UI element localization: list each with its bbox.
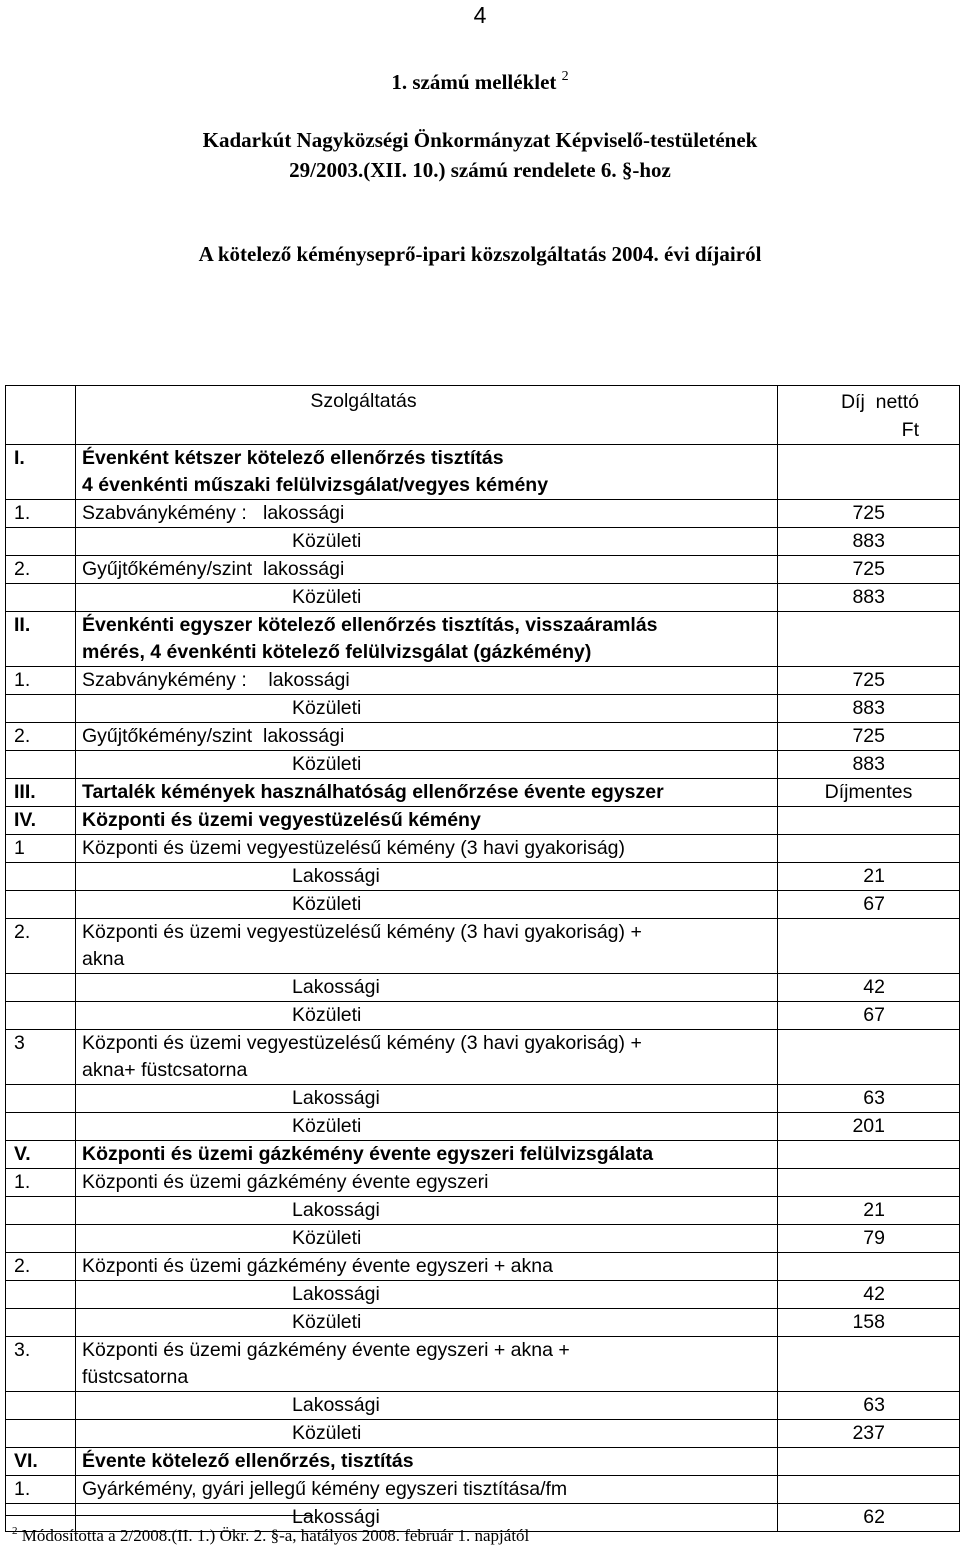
header-service: Szolgáltatás — [76, 386, 778, 445]
row-number — [6, 1002, 76, 1030]
table-row — [6, 1085, 960, 1113]
table-row — [6, 695, 960, 723]
row-category: Közületi — [76, 695, 778, 723]
table-row — [6, 723, 960, 751]
row-fee: 158 — [778, 1309, 960, 1337]
row-number: 2. — [6, 723, 76, 751]
document-heading-line-1: Kadarkút Nagyközségi Önkormányzat Képviselő-testületének — [202, 128, 758, 152]
row-number: V. — [6, 1141, 76, 1169]
row-fee: 63 — [778, 1392, 960, 1420]
header-fee — [778, 386, 960, 445]
row-description: Szabványkémény : lakossági — [76, 500, 778, 528]
header-empty-cell — [6, 386, 76, 445]
table-row — [6, 1392, 960, 1420]
row-number — [6, 1392, 76, 1420]
row-description: Gyárkémény, gyári jellegű kémény egyszeri tisztítása/fm — [76, 1476, 778, 1504]
row-number: II. — [6, 612, 76, 667]
row-number — [6, 1085, 76, 1113]
table-row — [6, 584, 960, 612]
header-fee-line-2: Ft — [901, 419, 919, 441]
row-description: Központi és üzemi gázkémény évente egyszeri + akna — [76, 1253, 778, 1281]
annex-title-text: 1. számú melléklet — [391, 70, 557, 94]
table-row — [6, 1197, 960, 1225]
row-number — [6, 584, 76, 612]
row-description: Központi és üzemi vegyestüzelésű kémény (3 havi gyakoriság) + akna — [76, 919, 778, 974]
row-fee — [778, 1253, 960, 1281]
table-row — [6, 1337, 960, 1392]
row-description: Központi és üzemi vegyestüzelésű kémény (3 havi gyakoriság) + akna+ füstcsatorna — [76, 1030, 778, 1085]
row-number — [6, 974, 76, 1002]
table-row — [6, 751, 960, 779]
row-number — [6, 695, 76, 723]
table-row — [6, 667, 960, 695]
table-row — [6, 1281, 960, 1309]
row-category: Közületi — [76, 1002, 778, 1030]
row-fee: 725 — [778, 723, 960, 751]
table-row — [6, 1253, 960, 1281]
row-number — [6, 863, 76, 891]
annex-title — [0, 70, 960, 95]
header-fee-line-1: Díj nettó — [840, 391, 919, 413]
table-row — [6, 779, 960, 807]
row-fee — [778, 1337, 960, 1392]
row-number: 1. — [6, 1169, 76, 1197]
row-description: Központi és üzemi gázkémény évente egyszeri felülvizsgálata — [76, 1141, 778, 1169]
row-category: Lakossági — [76, 1197, 778, 1225]
row-fee: Díjmentes — [778, 779, 960, 807]
row-number — [6, 1309, 76, 1337]
row-number: 2. — [6, 556, 76, 584]
row-description: Évenkénti egyszer kötelező ellenőrzés tisztítás, visszaáramlás mérés, 4 évenkénti kötelező felülvizsgálat (gázkémény) — [76, 612, 778, 667]
table-row — [6, 835, 960, 863]
row-number — [6, 528, 76, 556]
row-fee: 883 — [778, 528, 960, 556]
row-category: Lakossági — [76, 1281, 778, 1309]
table-row — [6, 1002, 960, 1030]
table-row — [6, 974, 960, 1002]
table-row — [6, 1141, 960, 1169]
row-category: Közületi — [76, 1420, 778, 1448]
table-row — [6, 891, 960, 919]
row-number — [6, 1197, 76, 1225]
row-description: Központi és üzemi vegyestüzelésű kémény — [76, 807, 778, 835]
row-fee: 201 — [778, 1113, 960, 1141]
row-category: Lakossági — [76, 1085, 778, 1113]
row-category: Közületi — [76, 528, 778, 556]
row-category: Közületi — [76, 584, 778, 612]
row-number: 3 — [6, 1030, 76, 1085]
table-row — [6, 1420, 960, 1448]
row-category: Közületi — [76, 1309, 778, 1337]
table-row — [6, 1476, 960, 1504]
row-fee: 63 — [778, 1085, 960, 1113]
row-fee: 883 — [778, 695, 960, 723]
row-category: Lakossági — [76, 974, 778, 1002]
table-row — [6, 612, 960, 667]
footnote-text: Módosította a 2/2008.(II. 1.) Ökr. 2. §-a, hatályos 2008. február 1. napjától — [21, 1526, 530, 1545]
row-fee: 883 — [778, 584, 960, 612]
footnote-divider — [5, 1515, 313, 1516]
row-fee — [778, 445, 960, 500]
row-description: Szabványkémény : lakossági — [76, 667, 778, 695]
row-number: 1. — [6, 667, 76, 695]
document-heading-line-2: 29/2003.(XII. 10.) számú rendelete 6. §-hoz — [289, 158, 671, 182]
row-description: Központi és üzemi gázkémény évente egyszeri — [76, 1169, 778, 1197]
row-fee — [778, 1169, 960, 1197]
row-fee: 725 — [778, 667, 960, 695]
row-number: VI. — [6, 1448, 76, 1476]
row-description: Évente kötelező ellenőrzés, tisztítás — [76, 1448, 778, 1476]
row-number: 1. — [6, 1476, 76, 1504]
fee-table — [5, 385, 960, 1532]
row-category: Közületi — [76, 1113, 778, 1141]
row-fee: 21 — [778, 1197, 960, 1225]
row-fee — [778, 807, 960, 835]
row-fee: 62 — [778, 1504, 960, 1532]
row-fee — [778, 1476, 960, 1504]
page-number: 4 — [473, 2, 487, 28]
row-fee — [778, 612, 960, 667]
table-row — [6, 556, 960, 584]
footnote-number: 2 — [12, 1525, 18, 1537]
footnote-reference: 2 — [561, 69, 569, 84]
row-number: IV. — [6, 807, 76, 835]
row-category: Lakossági — [76, 863, 778, 891]
row-fee: 883 — [778, 751, 960, 779]
table-row — [6, 500, 960, 528]
table-row — [6, 863, 960, 891]
table-row — [6, 1225, 960, 1253]
row-number: I. — [6, 445, 76, 500]
row-description: Tartalék kémények használhatóság ellenőrzése évente egyszer — [76, 779, 778, 807]
row-description: Évenként kétszer kötelező ellenőrzés tisztítás 4 évenkénti műszaki felülvizsgálat/vegyes kémény — [76, 445, 778, 500]
row-fee: 725 — [778, 500, 960, 528]
row-fee — [778, 1030, 960, 1085]
table-row — [6, 445, 960, 500]
footnote — [12, 1526, 529, 1546]
row-number: 3. — [6, 1337, 76, 1392]
row-number — [6, 1113, 76, 1141]
table-row — [6, 528, 960, 556]
row-fee: 725 — [778, 556, 960, 584]
row-number: 2. — [6, 919, 76, 974]
row-fee: 237 — [778, 1420, 960, 1448]
row-fee: 79 — [778, 1225, 960, 1253]
row-fee — [778, 919, 960, 974]
row-fee: 67 — [778, 891, 960, 919]
row-description: Központi és üzemi vegyestüzelésű kémény (3 havi gyakoriság) — [76, 835, 778, 863]
table-row — [6, 1169, 960, 1197]
row-category: Közületi — [76, 1225, 778, 1253]
row-fee: 42 — [778, 1281, 960, 1309]
row-fee — [778, 1448, 960, 1476]
row-category: Lakossági — [76, 1392, 778, 1420]
row-number — [6, 751, 76, 779]
table-header-row — [6, 386, 960, 445]
row-number: 2. — [6, 1253, 76, 1281]
row-fee: 67 — [778, 1002, 960, 1030]
row-number — [6, 891, 76, 919]
table-row — [6, 1448, 960, 1476]
row-number: III. — [6, 779, 76, 807]
row-description: Gyűjtőkémény/szint lakossági — [76, 723, 778, 751]
row-number: 1. — [6, 500, 76, 528]
table-row — [6, 1309, 960, 1337]
table-row — [6, 1030, 960, 1085]
row-number — [6, 1281, 76, 1309]
row-category: Közületi — [76, 751, 778, 779]
row-category: Lakossági — [76, 1504, 778, 1532]
row-number — [6, 1420, 76, 1448]
row-description: Gyűjtőkémény/szint lakossági — [76, 556, 778, 584]
row-fee: 21 — [778, 863, 960, 891]
row-fee — [778, 1141, 960, 1169]
row-number: 1 — [6, 835, 76, 863]
row-number — [6, 1225, 76, 1253]
row-description: Központi és üzemi gázkémény évente egyszeri + akna + füstcsatorna — [76, 1337, 778, 1392]
table-row — [6, 919, 960, 974]
row-fee — [778, 835, 960, 863]
row-category: Közületi — [76, 891, 778, 919]
row-fee: 42 — [778, 974, 960, 1002]
document-heading-line-3: A kötelező kéményseprő-ipari közszolgáltatás 2004. évi díjairól — [198, 242, 762, 266]
table-row — [6, 1113, 960, 1141]
table-row — [6, 807, 960, 835]
